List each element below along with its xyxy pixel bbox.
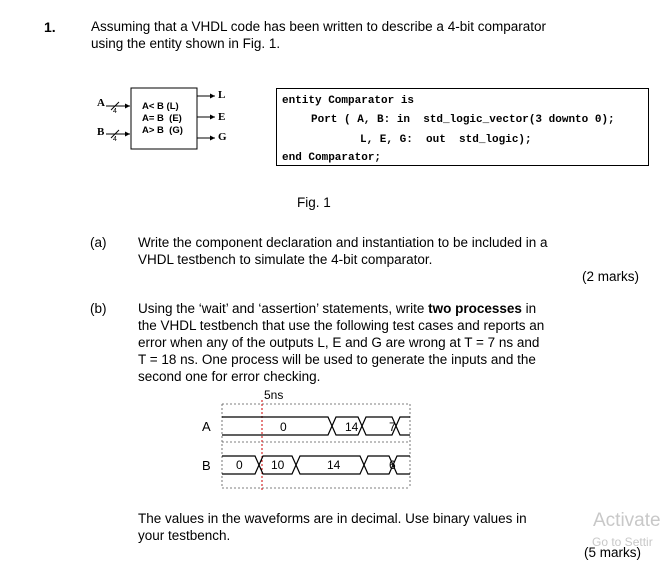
closing-line2: your testbench. bbox=[138, 528, 231, 543]
signal-a-wave bbox=[222, 417, 410, 435]
go-to-settings-watermark: Go to Settir bbox=[592, 535, 653, 549]
part-b-line5: second one for error checking. bbox=[138, 369, 321, 384]
input-b-label: B bbox=[97, 126, 105, 138]
b-value-3: 6 bbox=[389, 458, 396, 472]
part-b-line3: error when any of the outputs L, E and G are wrong at T = 7 ns and bbox=[138, 335, 540, 350]
comparator-line3: A> B (G) bbox=[142, 125, 183, 136]
entity-line3: L, E, G: out std_logic); bbox=[360, 134, 532, 146]
b-value-1: 10 bbox=[271, 458, 285, 472]
bus-width-a: 4 bbox=[113, 108, 117, 115]
comparator-line1: A< B (L) bbox=[142, 101, 179, 112]
question-intro-line1: Assuming that a VHDL code has been written to describe a 4-bit comparator bbox=[91, 19, 546, 34]
signal-b-label: B bbox=[202, 458, 211, 473]
a-value-2: 7 bbox=[389, 420, 396, 434]
waveform-diagram bbox=[190, 384, 420, 496]
time-label: 5ns bbox=[264, 388, 284, 402]
entity-line4: end Comparator; bbox=[282, 152, 382, 164]
part-a-line2: VHDL testbench to simulate the 4-bit comparator. bbox=[138, 252, 433, 267]
output-g-label: G bbox=[218, 131, 227, 143]
input-a-label: A bbox=[97, 97, 105, 109]
bus-width-b: 4 bbox=[113, 136, 117, 143]
part-b-line2: the VHDL testbench that use the following test cases and reports an bbox=[138, 318, 545, 333]
closing-marks: (5 marks) bbox=[584, 545, 641, 560]
entity-line2: Port ( A, B: in std_logic_vector(3 downto 0); bbox=[311, 114, 615, 126]
entity-line1: entity Comparator is bbox=[282, 95, 415, 107]
question-intro-line2: using the entity shown in Fig. 1. bbox=[91, 36, 281, 51]
b-value-0: 0 bbox=[236, 458, 243, 472]
a-value-0: 0 bbox=[280, 420, 287, 434]
part-a-marks: (2 marks) bbox=[582, 269, 639, 284]
comparator-line2: A= B (E) bbox=[142, 113, 182, 124]
part-b-line4: T = 18 ns. One process will be used to generate the inputs and the bbox=[138, 352, 536, 367]
signal-a-label: A bbox=[202, 419, 211, 434]
closing-line1: The values in the waveforms are in decimal. Use binary values in bbox=[138, 511, 527, 526]
figure-caption: Fig. 1 bbox=[297, 195, 331, 210]
part-a-label: (a) bbox=[90, 235, 107, 250]
part-a-line1: Write the component declaration and instantiation to be included in a bbox=[138, 235, 548, 250]
activate-watermark: Activate bbox=[593, 510, 661, 531]
two-processes-emphasis: two processes bbox=[428, 301, 522, 316]
part-b-line1: Using the ‘wait’ and ‘assertion’ statements, write two processes in bbox=[138, 301, 537, 316]
question-number: 1. bbox=[44, 19, 56, 35]
output-e-label: E bbox=[218, 111, 226, 123]
a-value-1: 14 bbox=[345, 420, 359, 434]
part-b-label: (b) bbox=[90, 301, 107, 316]
signal-b-wave bbox=[222, 456, 410, 474]
b-value-2: 14 bbox=[327, 458, 341, 472]
output-l-label: L bbox=[218, 89, 226, 101]
